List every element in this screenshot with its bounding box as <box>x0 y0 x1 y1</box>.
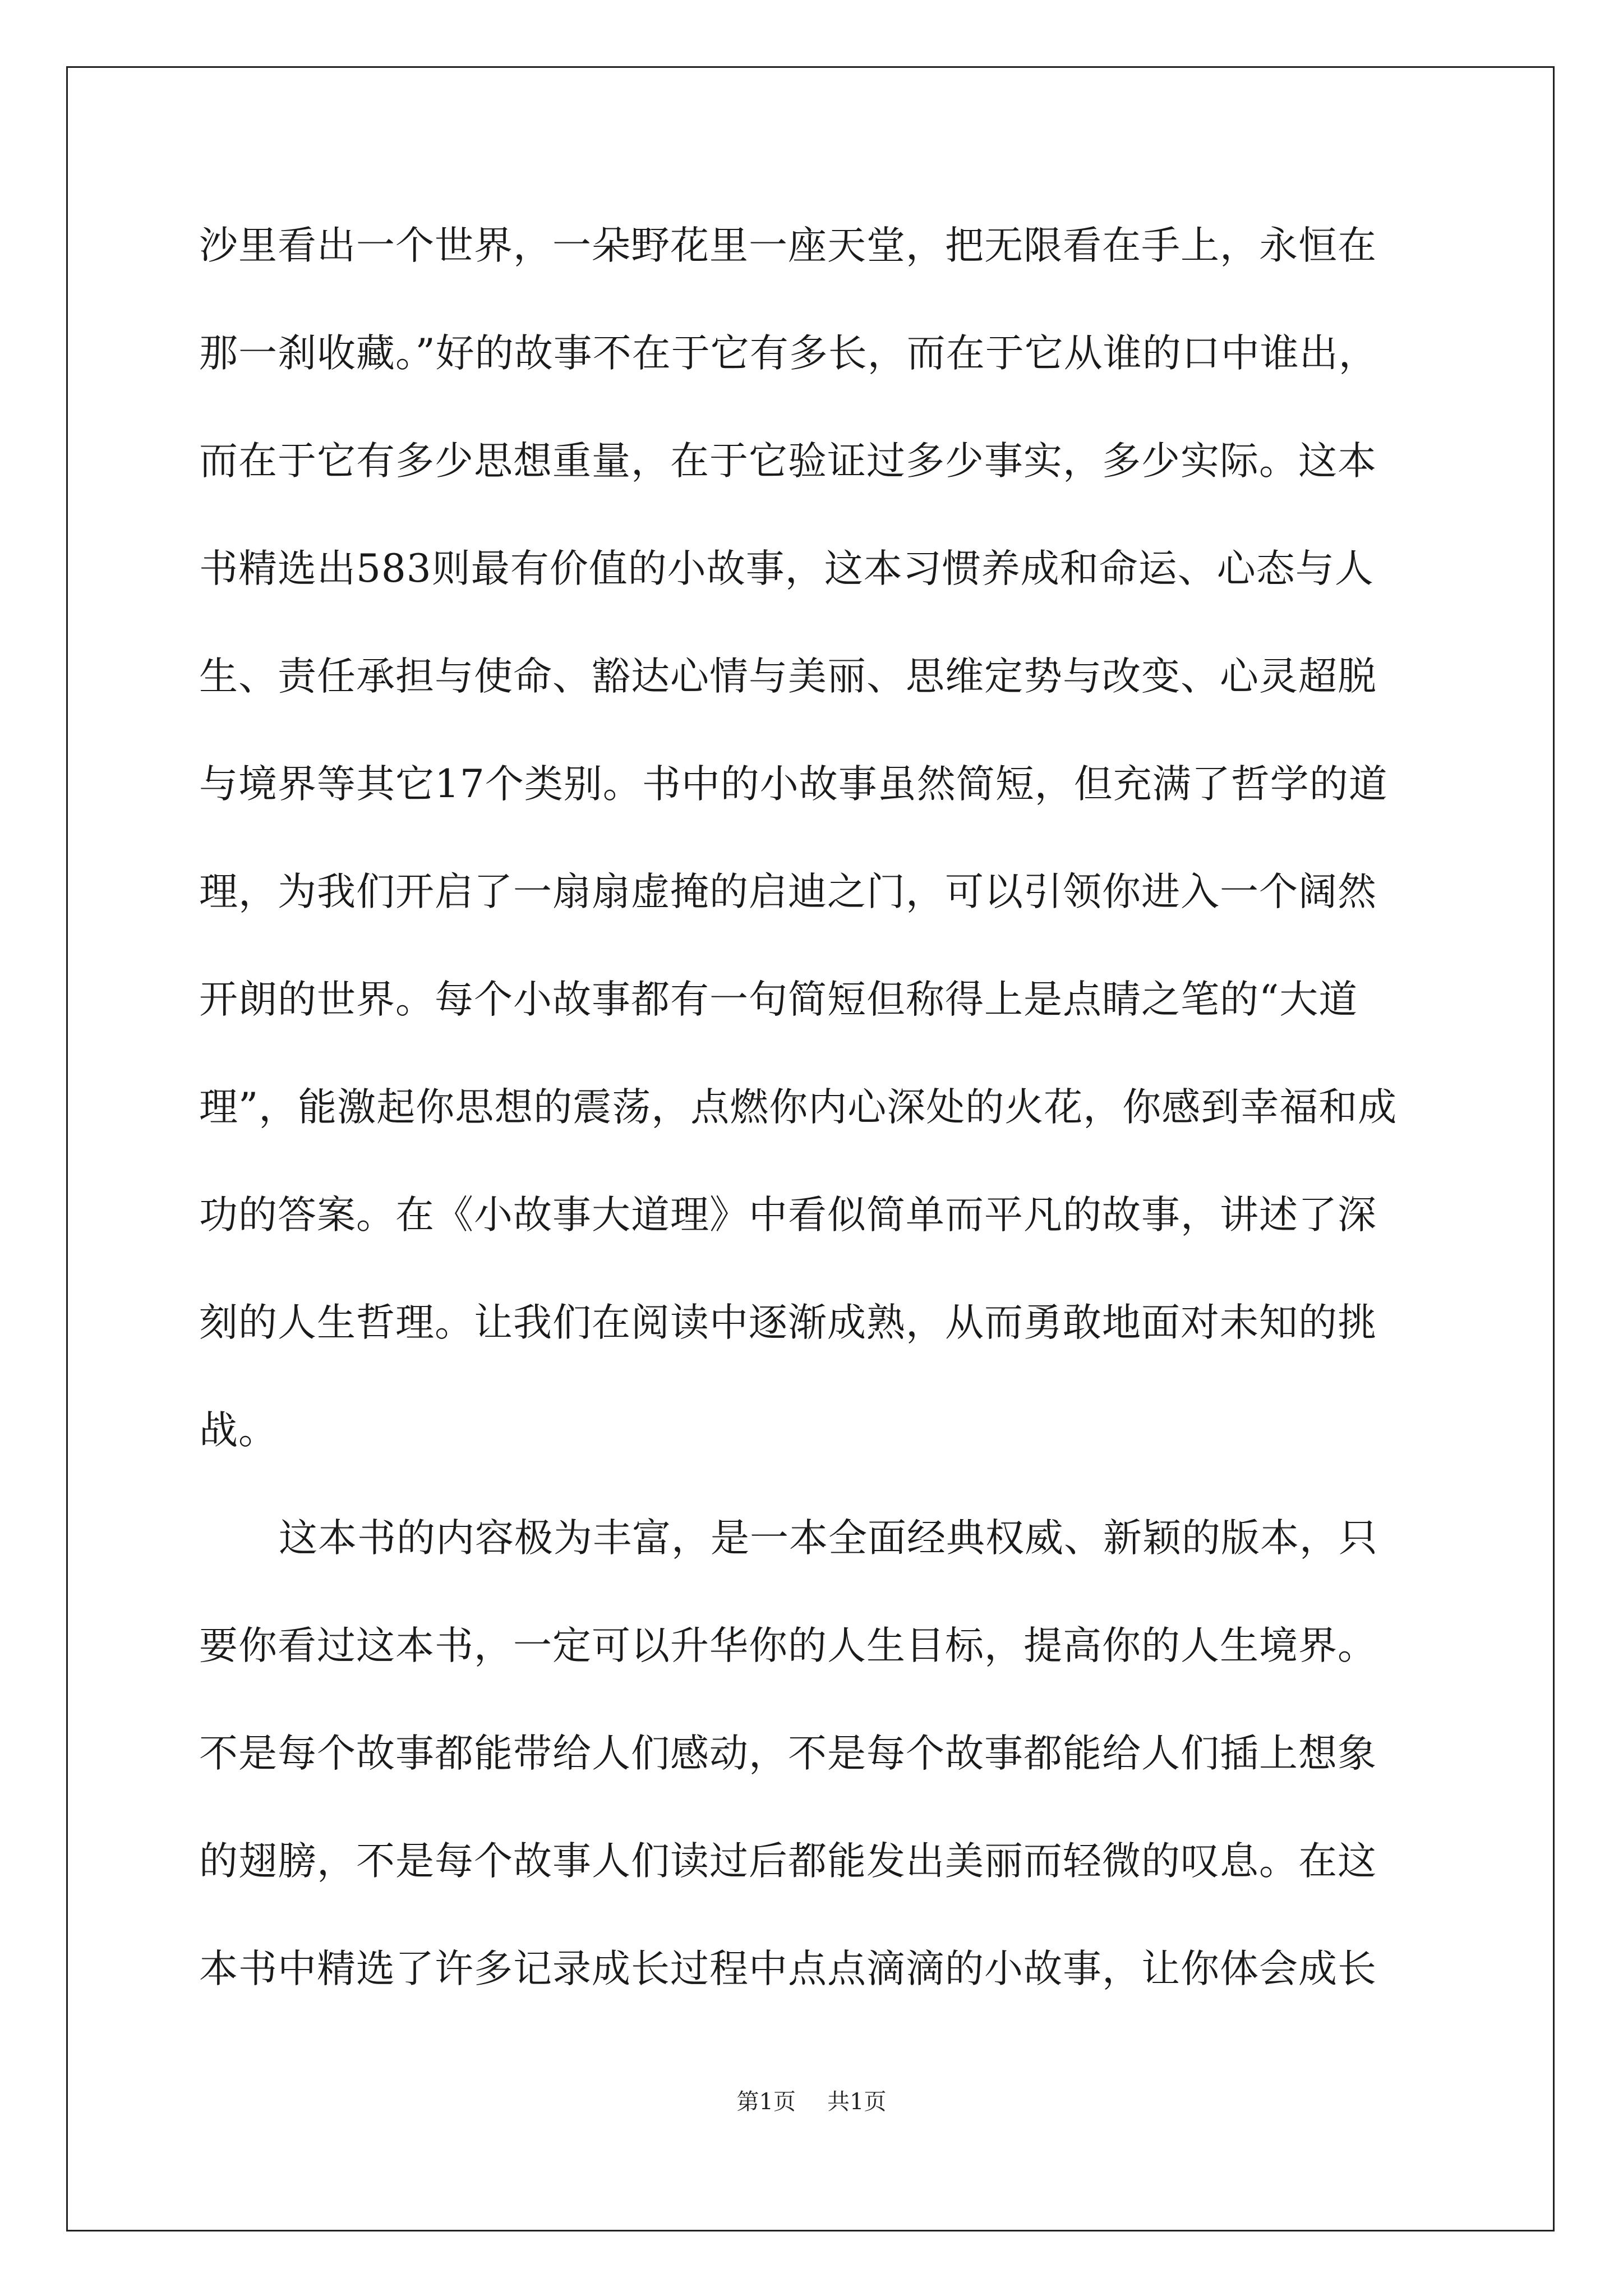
text-line: 要你看过这本书，一定可以升华你的人生目标，提高你的人生境界。 <box>199 1623 1377 1668</box>
page-number: 第1页 <box>736 2089 796 2115</box>
text-line: 这本书的内容极为丰富，是一本全面经典权威、新颖的版本，只 <box>279 1516 1378 1561</box>
page-border <box>66 66 1555 2231</box>
text-line: 功的答案。在《小故事大道理》中看似简单而平凡的故事，讲述了深 <box>199 1193 1377 1237</box>
text-line: 生、责任承担与使命、豁达心情与美丽、思维定势与改变、心灵超脱 <box>199 654 1377 699</box>
text-line: 与境界等其它17个类别。书中的小故事虽然简短，但充满了哲学的道 <box>199 762 1388 807</box>
text-line: 开朗的世界。每个小故事都有一句简短但称得上是点睛之笔的“大道 <box>199 977 1358 1022</box>
text-line: 刻的人生哲理。让我们在阅读中逐渐成熟，从而勇敢地面对未知的挑 <box>199 1300 1377 1345</box>
text-line: 本书中精选了许多记录成长过程中点点滴滴的小故事，让你体会成长 <box>199 1947 1377 1991</box>
text-line: 的翅膀，不是每个故事人们读过后都能发出美丽而轻微的叹息。在这 <box>199 1839 1377 1884</box>
text-line: 沙里看出一个世界，一朵野花里一座天堂，把无限看在手上，永恒在 <box>199 223 1377 268</box>
text-line: 战。 <box>199 1408 278 1453</box>
text-line: 而在于它有多少思想重量，在于它验证过多少事实，多少实际。这本 <box>199 439 1377 484</box>
text-line: 那一刹收藏。”好的故事不在于它有多长，而在于它从谁的口中谁出， <box>199 331 1378 376</box>
text-line: 书精选出583则最有价值的小故事，这本习惯养成和命运、心态与人 <box>199 546 1374 591</box>
text-line: 不是每个故事都能带给人们感动，不是每个故事都能给人们插上想象 <box>199 1731 1377 1776</box>
page-footer <box>0 2088 1623 2116</box>
text-line: 理”，能激起你思想的震荡，点燃你内心深处的火花，你感到幸福和成 <box>199 1085 1398 1130</box>
text-line: 理，为我们开启了一扇扇虚掩的启迪之门，可以引领你进入一个阔然 <box>199 869 1377 914</box>
page-total: 共1页 <box>827 2089 887 2115</box>
